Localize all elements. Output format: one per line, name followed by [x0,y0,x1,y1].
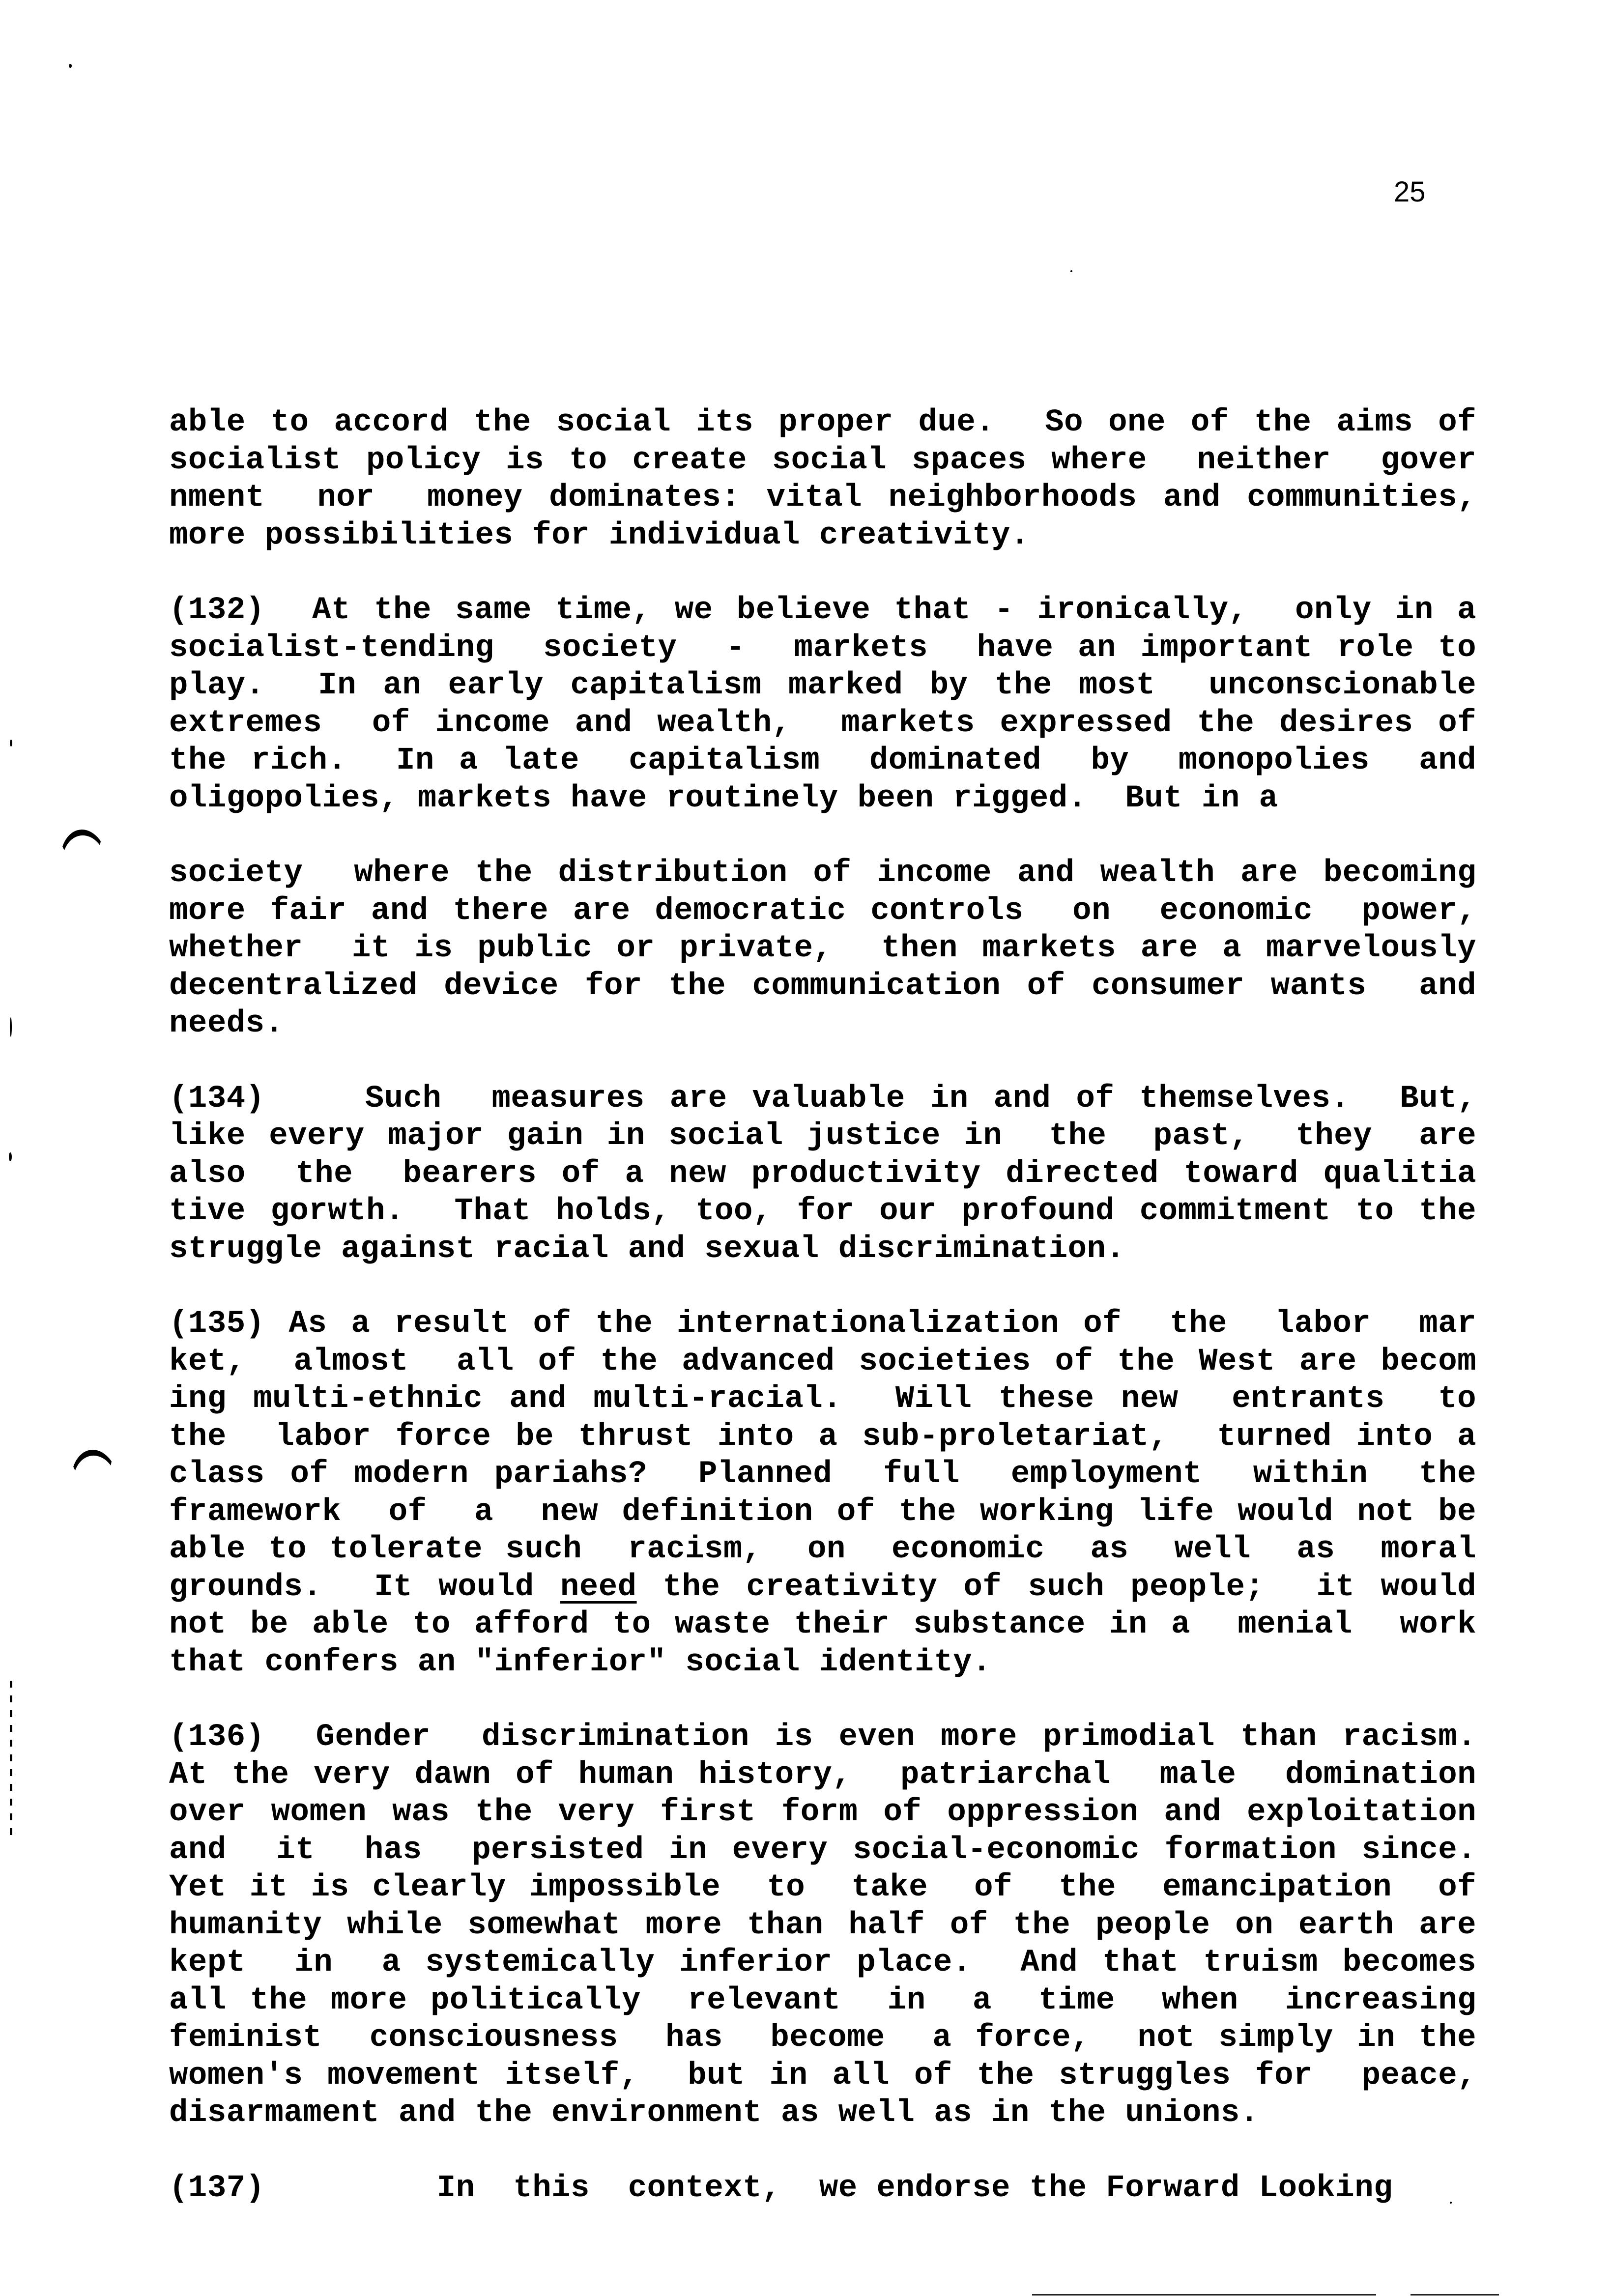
text-line: ing multi-ethnic and multi-racial. Will these new entrants to [169,1381,1476,1417]
text-line: play. In an early capitalism marked by the most unconscionable [169,668,1476,703]
text-line: society where the distribution of income and wealth are becoming [169,856,1476,891]
punch-hole-shadow-icon [56,827,108,868]
text-line: framework of a new definition of the working life would not be [169,1494,1476,1530]
text-line: At the very dawn of human history, patriarchal male domination [169,1757,1476,1793]
paragraph-136 [169,1719,1476,2132]
text-line: kept in a systemically inferior place. And that truism becomes [169,1945,1476,1980]
underlined-word: need [560,1569,637,1605]
text-line: that confers an "inferior" social identity. [169,1644,991,1680]
text-line: socialist policy is to create social spaces where neither gover [169,442,1476,478]
text-line: over women was the very first form of oppression and exploitation [169,1795,1476,1830]
text-line: (134) Such measures are valuable in and of themselves. But, [169,1081,1476,1117]
text-line: oligopolies, markets have routinely been rigged. But in a [169,780,1278,816]
text-line: all the more politically relevant in a time when increasing [169,1982,1476,2018]
text-line: not be able to afford to waste their substance in a menial work [169,1607,1476,1642]
scan-bottom-edge [1410,2294,1499,2296]
scan-bottom-edge [1032,2294,1376,2296]
text-line: also the bearers of a new productivity directed toward qualitia [169,1156,1476,1192]
paragraph-137 [169,2170,1476,2208]
text-line: class of modern pariahs? Planned full employment within the [169,1457,1476,1492]
text-line: needs. [169,1006,284,1041]
text-line: ket, almost all of the advanced societies of the West are becom [169,1344,1476,1379]
text-line: (136) Gender discrimination is even more primodial than racism. [169,1720,1476,1755]
text-line: disarmament and the environment as well as in the unions. [169,2095,1259,2131]
text-line: more fair and there are democratic controls on economic power, [169,893,1476,929]
text-line: humanity while somewhat more than half of the people on earth are [169,1907,1476,1943]
text-line: nment nor money dominates: vital neighborhoods and communities, [169,480,1476,516]
paragraph-132 [169,592,1476,817]
document-body [169,404,1476,2244]
paragraph-132-cont [169,855,1476,1043]
text-line: and it has persisted in every social-economic formation since. [169,1832,1476,1868]
text-line: struggle against racial and sexual discrimination. [169,1231,1125,1267]
scan-margin-marks [10,1681,12,1843]
text-line: whether it is public or private, then markets are a marvelously [169,931,1476,966]
text-line: (132) At the same time, we believe that - ironically, only in a [169,593,1476,628]
scan-speck [69,64,72,68]
text-line: feminist consciousness has become a force, not simply in the [169,2020,1476,2056]
text-line: Yet it is clearly impossible to take of the emancipation of [169,1870,1476,1905]
text-line: decentralized device for the communication of consumer wants and [169,968,1476,1004]
text-line: tive gorwth. That holds, too, for our profound commitment to the [169,1194,1476,1229]
scan-speck [9,1152,12,1161]
text-line: more possibilities for individual creativity. [169,517,1030,553]
text-line: women's movement itself, but in all of the struggles for peace, [169,2058,1476,2094]
paragraph-134 [169,1080,1476,1268]
text-line: (135) As a result of the internationalization of the labor mar [169,1306,1476,1342]
text-line: the labor force be thrust into a sub-proletariat, turned into a [169,1419,1476,1455]
text-line: able to tolerate such racism, on economic as well as moral [169,1532,1476,1567]
text-line: grounds. It would need the creativity of such people; it would [169,1569,1477,1605]
paragraph-135 [169,1305,1476,1681]
text-line: the rich. In a late capitalism dominated by monopolies and [169,743,1476,778]
scan-speck [10,740,12,746]
text-line: able to accord the social its proper due. So one of the aims of [169,405,1476,440]
text-line: socialist-tending society - markets have an important role to [169,630,1476,666]
scan-speck [10,1017,12,1037]
text-line: like every major gain in social justice in the past, they are [169,1119,1476,1154]
paragraph-continuation [169,404,1476,554]
scan-speck [1070,270,1072,272]
page-number: 25 [1394,176,1426,208]
scan-speck [1450,2202,1452,2204]
text-line: (137) In this context, we endorse the Forward Looking [169,2170,1393,2206]
punch-hole-shadow-icon [66,1447,119,1489]
text-line: extremes of income and wealth, markets expressed the desires of [169,705,1476,741]
